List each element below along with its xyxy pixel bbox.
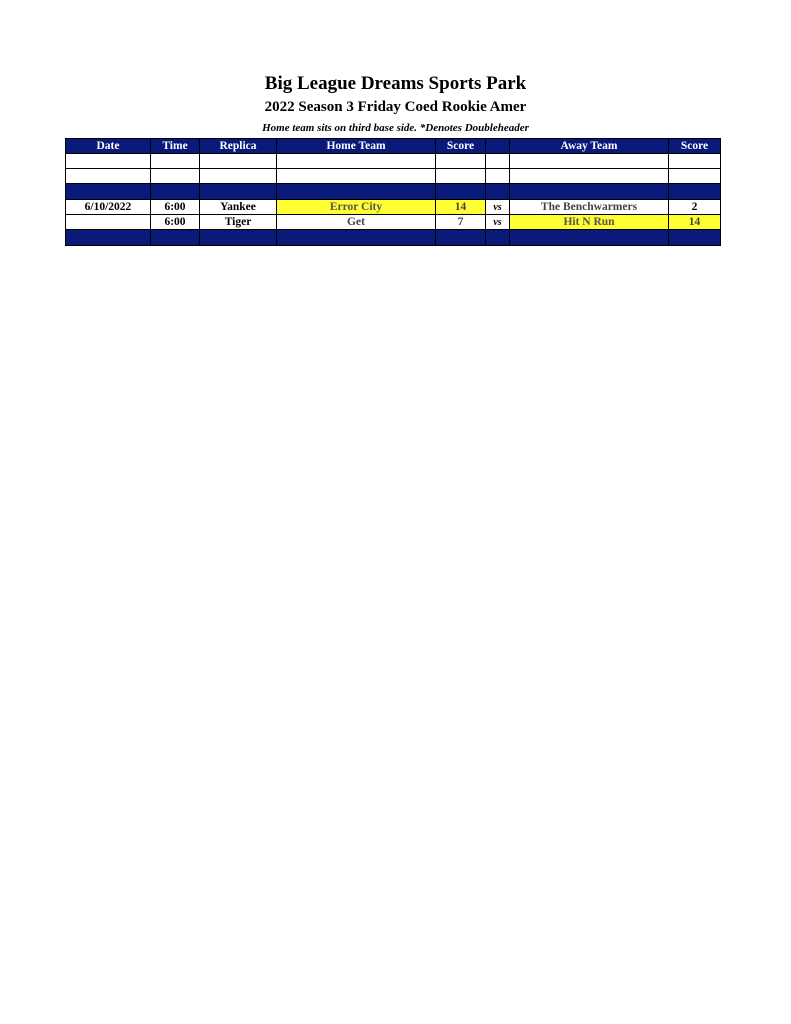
schedule-table <box>65 138 721 246</box>
table-row <box>66 200 721 215</box>
away-score: 14 <box>669 215 721 230</box>
table-row <box>66 215 721 230</box>
empty-row <box>66 169 721 184</box>
home-score: 7 <box>436 215 486 230</box>
away-team: Hit N Run <box>510 215 669 230</box>
game-date <box>66 215 151 230</box>
page-note: Home team sits on third base side. *Denotes Doubleheader <box>262 122 529 134</box>
game-date: 6/10/2022 <box>66 200 151 215</box>
col-header-away-team: Away Team <box>510 139 669 154</box>
away-team: The Benchwarmers <box>510 200 669 215</box>
game-time: 6:00 <box>151 215 200 230</box>
away-score: 2 <box>669 200 721 215</box>
col-header-home-score: Score <box>436 139 486 154</box>
col-header-date: Date <box>66 139 151 154</box>
empty-row <box>66 154 721 169</box>
col-header-home-team: Home Team <box>277 139 436 154</box>
game-replica: Yankee <box>200 200 277 215</box>
page-subtitle: 2022 Season 3 Friday Coed Rookie Amer <box>264 99 527 115</box>
home-team: Get <box>277 215 436 230</box>
game-time: 6:00 <box>151 200 200 215</box>
separator-row <box>66 184 721 200</box>
col-header-time: Time <box>151 139 200 154</box>
home-score: 14 <box>436 200 486 215</box>
home-team: Error City <box>277 200 436 215</box>
col-header-away-score: Score <box>669 139 721 154</box>
page-title: Big League Dreams Sports Park <box>264 73 527 94</box>
col-header-replica: Replica <box>200 139 277 154</box>
vs-label: vs <box>486 200 510 215</box>
game-replica: Tiger <box>200 215 277 230</box>
vs-label: vs <box>486 215 510 230</box>
table-header-row <box>66 139 721 154</box>
col-header-vs <box>486 139 510 154</box>
separator-row <box>66 230 721 246</box>
